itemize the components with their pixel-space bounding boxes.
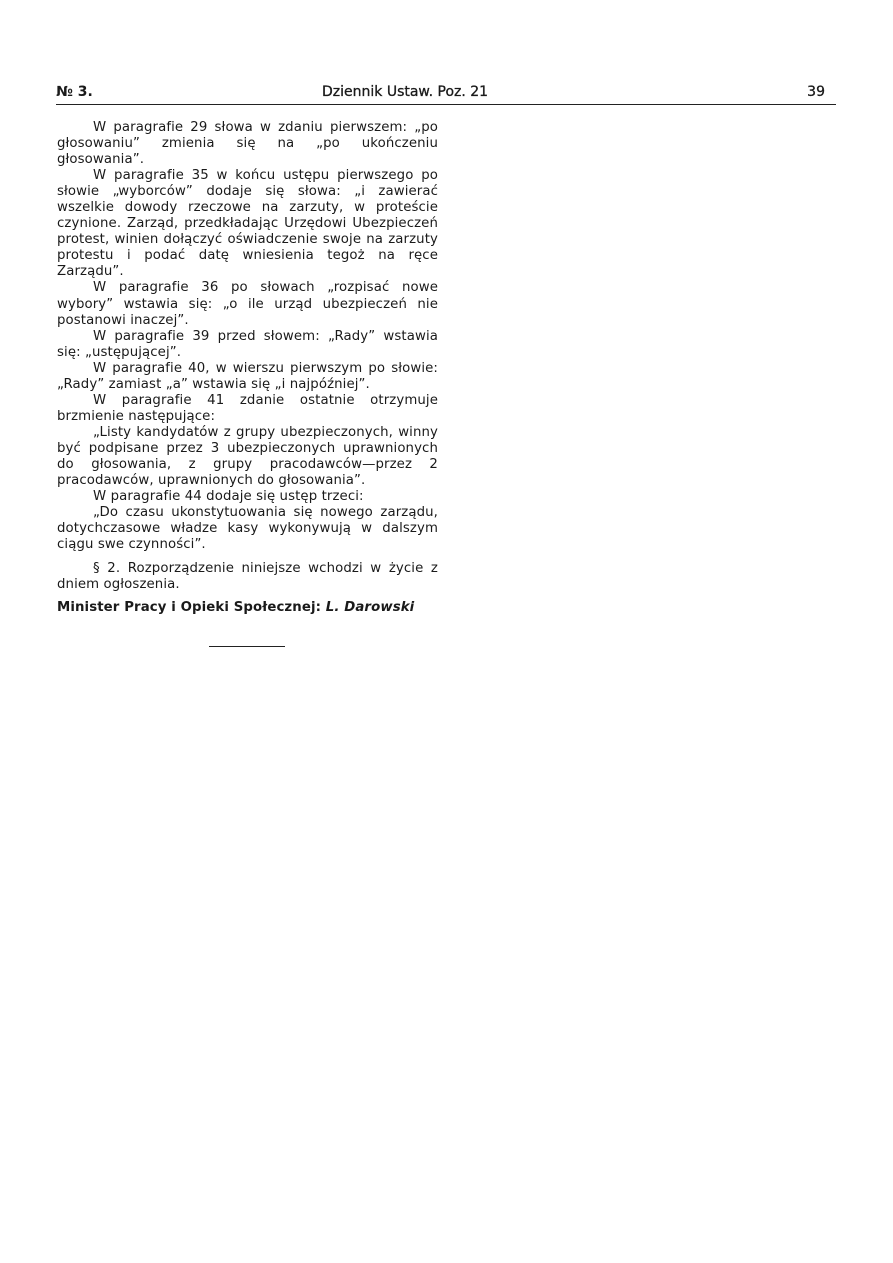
paragraph-36: W paragrafie 36 po słowach „rozpisać nowe wybory” wstawia się: „o ile urząd ubezpieczeń nie postanowi inaczej”. bbox=[57, 280, 438, 328]
paragraph-39: W paragrafie 39 przed słowem: „Rady” wstawia się: „ustępującej”. bbox=[57, 328, 438, 360]
closing-rule bbox=[209, 646, 285, 647]
text-column bbox=[57, 120, 438, 616]
paragraph-41-quote: „Listy kandydatów z grupy ubezpieczonych, winny być podpisane przez 3 ubezpieczonych uprawnionych do głosowania, z grupy pracodawców—przez 2 pracodawców, uprawnionych do głosowania”. bbox=[57, 424, 438, 489]
page-header bbox=[56, 84, 825, 104]
issue-number: № 3. bbox=[56, 84, 93, 100]
header-rule bbox=[56, 104, 836, 105]
signature-role: Minister Pracy i Opieki Społecznej: bbox=[57, 600, 322, 616]
paragraph-35: W paragrafie 35 w końcu ustępu pierwszego po słowie „wyborców” dodaje się słowa: „i zawierać wszelkie dowody rzeczowe na zarzuty, w proteście czynione. Zarząd, przedkładając Urzędowi Ubezpieczeń protest, winien dołączyć oświadczenie swoje na zarzuty protestu i podać datę wniesienia tegoż na ręce Zarządu”. bbox=[57, 168, 438, 280]
paragraph-44: W paragrafie 44 dodaje się ustęp trzeci: bbox=[93, 489, 364, 505]
paragraph-29: W paragrafie 29 słowa w zdaniu pierwszem: „po głosowaniu” zmienia się na „po ukończeniu głosowania”. bbox=[57, 120, 438, 168]
signature-name: L. Darowski bbox=[325, 600, 415, 616]
paragraph-40: W paragrafie 40, w wierszu pierwszym po słowie: „Rady” zamiast „a” wstawia się „i najpóźniej”. bbox=[57, 360, 438, 392]
page-number: 39 bbox=[807, 84, 825, 100]
section-2: § 2. Rozporządzenie niniejsze wchodzi w życie z dniem ogłoszenia. bbox=[57, 561, 438, 593]
journal-title: Dziennik Ustaw. Poz. 21 bbox=[322, 84, 489, 100]
paragraph-44-quote: „Do czasu ukonstytuowania się nowego zarządu, dotychczasowe władze kasy wykonywują w dalszym ciągu swe czynności”. bbox=[57, 505, 438, 553]
signature bbox=[57, 600, 438, 616]
paragraph-41: W paragrafie 41 zdanie ostatnie otrzymuje brzmienie następujące: bbox=[57, 392, 438, 424]
